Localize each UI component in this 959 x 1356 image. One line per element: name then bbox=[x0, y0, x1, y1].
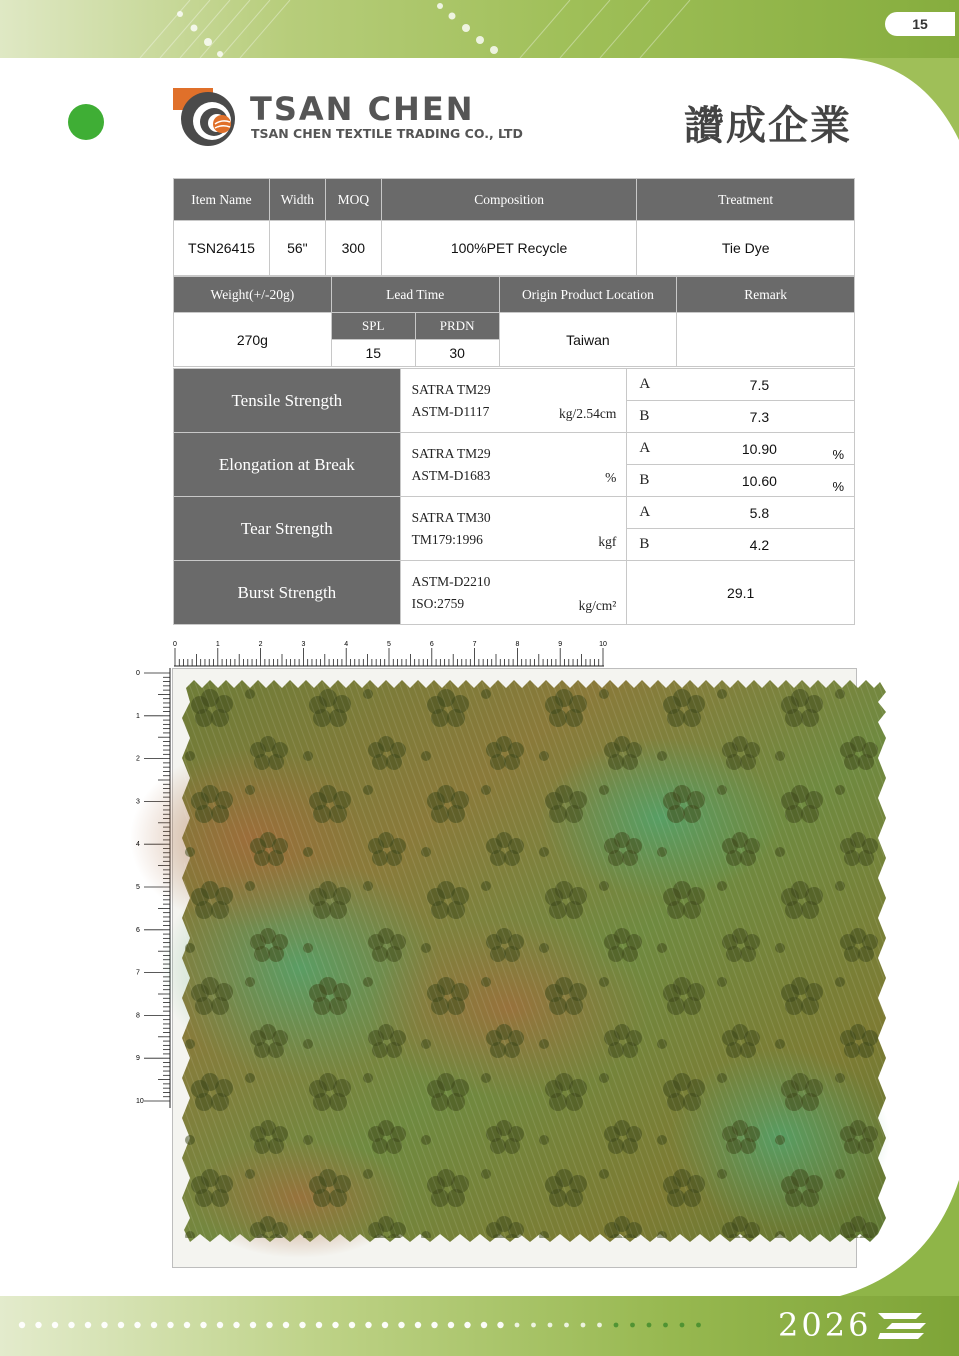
ruler-v-label: 10 bbox=[136, 1098, 144, 1105]
header-remark: Remark bbox=[677, 277, 855, 313]
value-treatment: Tie Dye bbox=[637, 221, 855, 276]
test-burst-std1: ASTM-D2210 bbox=[411, 573, 491, 589]
trail-dot bbox=[19, 1322, 25, 1328]
trail-dot bbox=[663, 1323, 668, 1328]
ruler-h-label: 4 bbox=[344, 641, 349, 648]
test-tear-std2: TM179:1996 bbox=[411, 531, 483, 547]
test-tensile-standard bbox=[400, 369, 627, 433]
test-elongation-b-unit: % bbox=[832, 479, 844, 494]
value-moq: 300 bbox=[325, 221, 381, 276]
trail-dot bbox=[680, 1323, 685, 1328]
ruler-v-label: 6 bbox=[136, 926, 140, 934]
test-elongation-a-value: 10.90 bbox=[741, 440, 777, 457]
trail-dot bbox=[696, 1323, 701, 1328]
trail-dot bbox=[151, 1322, 157, 1328]
header-lead-time: Lead Time bbox=[331, 277, 499, 313]
test-elongation-name: Elongation at Break bbox=[174, 433, 401, 497]
test-elongation-a-unit: % bbox=[832, 447, 844, 462]
test-elongation-b-value: 10.60 bbox=[741, 472, 777, 489]
brand-name: TSAN CHEN bbox=[250, 90, 475, 128]
trail-dot bbox=[184, 1322, 190, 1328]
trail-dot bbox=[200, 1322, 206, 1328]
header-moq: MOQ bbox=[325, 179, 381, 221]
trail-dot bbox=[250, 1322, 256, 1328]
trail-dot bbox=[52, 1322, 58, 1328]
value-remark bbox=[677, 313, 855, 367]
test-tear-std1: SATRA TM30 bbox=[411, 509, 491, 525]
trail-dot bbox=[118, 1322, 124, 1328]
trail-dot bbox=[332, 1322, 338, 1328]
value-origin: Taiwan bbox=[499, 313, 677, 367]
test-tear-b-label: B bbox=[627, 529, 665, 561]
ruler-h-label: 3 bbox=[301, 641, 306, 648]
test-elongation-std1: SATRA TM29 bbox=[411, 445, 491, 461]
header-width: Width bbox=[269, 179, 325, 221]
brand-subtitle: TSAN CHEN TEXTILE TRADING CO., LTD bbox=[251, 126, 523, 141]
test-tear-a-label: A bbox=[627, 497, 665, 529]
test-tensile-name: Tensile Strength bbox=[174, 369, 401, 433]
trail-dot bbox=[597, 1323, 602, 1328]
ruler-h-label: 5 bbox=[387, 641, 391, 648]
test-tensile-a-label: A bbox=[627, 369, 665, 401]
trail-dot bbox=[68, 1322, 74, 1328]
trail-dot bbox=[266, 1322, 272, 1328]
test-elongation-b-cell bbox=[665, 465, 855, 497]
ruler-v-label: 2 bbox=[136, 755, 140, 763]
ruler-v-label: 9 bbox=[136, 1055, 140, 1063]
value-prdn: 30 bbox=[415, 340, 499, 367]
horizontal-ruler bbox=[173, 640, 607, 668]
test-elongation-b-label: B bbox=[627, 465, 665, 497]
header-treatment: Treatment bbox=[637, 179, 855, 221]
header-composition: Composition bbox=[381, 179, 637, 221]
trail-dot bbox=[349, 1322, 355, 1328]
ruler-h-label: 8 bbox=[515, 641, 520, 648]
trail-dot bbox=[85, 1322, 91, 1328]
tsan-chen-logo-icon bbox=[170, 86, 240, 148]
trail-dot bbox=[415, 1322, 421, 1328]
brand-chinese-name: 讚成企業 bbox=[684, 102, 852, 149]
fabric-swatch-image bbox=[180, 678, 888, 1244]
trail-dot bbox=[365, 1322, 371, 1328]
test-elongation-a-cell bbox=[665, 433, 855, 465]
test-results-table bbox=[173, 368, 855, 625]
spec-table-basic bbox=[173, 178, 855, 276]
trail-dot bbox=[283, 1322, 289, 1328]
test-tear-a-value: 5.8 bbox=[665, 497, 855, 529]
test-tensile-std2: ASTM-D1117 bbox=[411, 403, 490, 419]
test-burst-value: 29.1 bbox=[627, 561, 855, 625]
ruler-v-label: 5 bbox=[136, 884, 140, 891]
test-tear-name: Tear Strength bbox=[174, 497, 401, 561]
test-tear-unit: kgf bbox=[598, 534, 617, 549]
value-item-name: TSN26415 bbox=[174, 221, 270, 276]
ruler-h-label: 1 bbox=[215, 641, 220, 648]
ruler-h-label: 0 bbox=[173, 641, 177, 648]
trail-dot bbox=[398, 1322, 404, 1328]
trail-dot bbox=[299, 1322, 305, 1328]
trail-dot bbox=[316, 1322, 322, 1328]
ruler-h-label: 9 bbox=[558, 641, 563, 648]
trail-dot bbox=[217, 1322, 223, 1328]
value-composition: 100%PET Recycle bbox=[381, 221, 637, 276]
value-weight: 270g bbox=[174, 313, 332, 367]
footer-year: 2026 bbox=[778, 1306, 872, 1344]
ruler-v-label: 7 bbox=[136, 969, 140, 977]
green-dot-marker bbox=[68, 104, 104, 140]
trail-dot bbox=[464, 1322, 470, 1328]
trail-dot bbox=[448, 1322, 454, 1328]
test-burst-name: Burst Strength bbox=[174, 561, 401, 625]
ruler-h-label: 7 bbox=[472, 641, 477, 648]
test-elongation-a-label: A bbox=[627, 433, 665, 465]
header-prdn: PRDN bbox=[415, 313, 499, 340]
trail-dot bbox=[35, 1322, 41, 1328]
trail-dot bbox=[515, 1323, 520, 1328]
value-spl: 15 bbox=[331, 340, 415, 367]
test-tensile-b-label: B bbox=[627, 401, 665, 433]
ruler-h-label: 6 bbox=[429, 641, 434, 648]
test-elongation-std2: ASTM-D1683 bbox=[411, 467, 491, 483]
trail-dot bbox=[548, 1323, 553, 1328]
trail-dot bbox=[134, 1322, 140, 1328]
trail-dot bbox=[233, 1322, 239, 1328]
trail-dot bbox=[647, 1323, 652, 1328]
trail-dot bbox=[497, 1322, 503, 1328]
ruler-v-label: 8 bbox=[136, 1012, 140, 1020]
ruler-h-label: 10 bbox=[599, 641, 607, 648]
header-item-name: Item Name bbox=[174, 179, 270, 221]
value-width: 56" bbox=[269, 221, 325, 276]
trail-dot bbox=[531, 1323, 536, 1328]
ruler-h-label: 2 bbox=[258, 641, 263, 648]
header-spl: SPL bbox=[331, 313, 415, 340]
header-weight: Weight(+/-20g) bbox=[174, 277, 332, 313]
trail-dot bbox=[614, 1323, 619, 1328]
footer-stripe-icon bbox=[878, 1313, 926, 1339]
trail-dot bbox=[564, 1323, 569, 1328]
test-tear-standard bbox=[400, 497, 627, 561]
test-elongation-unit: % bbox=[605, 470, 617, 485]
test-elongation-standard bbox=[400, 433, 627, 497]
test-tear-b-value: 4.2 bbox=[665, 529, 855, 561]
ruler-v-label: 3 bbox=[136, 798, 140, 806]
test-burst-unit: kg/cm² bbox=[578, 598, 617, 613]
trail-dot bbox=[101, 1322, 107, 1328]
test-tensile-a-value: 7.5 bbox=[665, 369, 855, 401]
trail-dot bbox=[481, 1322, 487, 1328]
header-origin: Origin Product Location bbox=[499, 277, 677, 313]
test-tensile-b-value: 7.3 bbox=[665, 401, 855, 433]
trail-dot bbox=[167, 1322, 173, 1328]
ruler-v-label: 1 bbox=[136, 712, 140, 720]
test-tensile-unit: kg/2.54cm bbox=[558, 406, 617, 421]
test-burst-standard bbox=[400, 561, 627, 625]
test-burst-std2: ISO:2759 bbox=[411, 595, 465, 611]
trail-dot bbox=[431, 1322, 437, 1328]
trail-dot bbox=[382, 1322, 388, 1328]
test-tensile-std1: SATRA TM29 bbox=[411, 381, 491, 397]
bottom-dot-trail bbox=[0, 1310, 720, 1340]
spec-table-lead bbox=[173, 276, 855, 367]
page-number: 15 bbox=[885, 12, 955, 36]
ruler-v-label: 0 bbox=[136, 670, 140, 677]
trail-dot bbox=[630, 1323, 635, 1328]
trail-dot bbox=[581, 1323, 586, 1328]
